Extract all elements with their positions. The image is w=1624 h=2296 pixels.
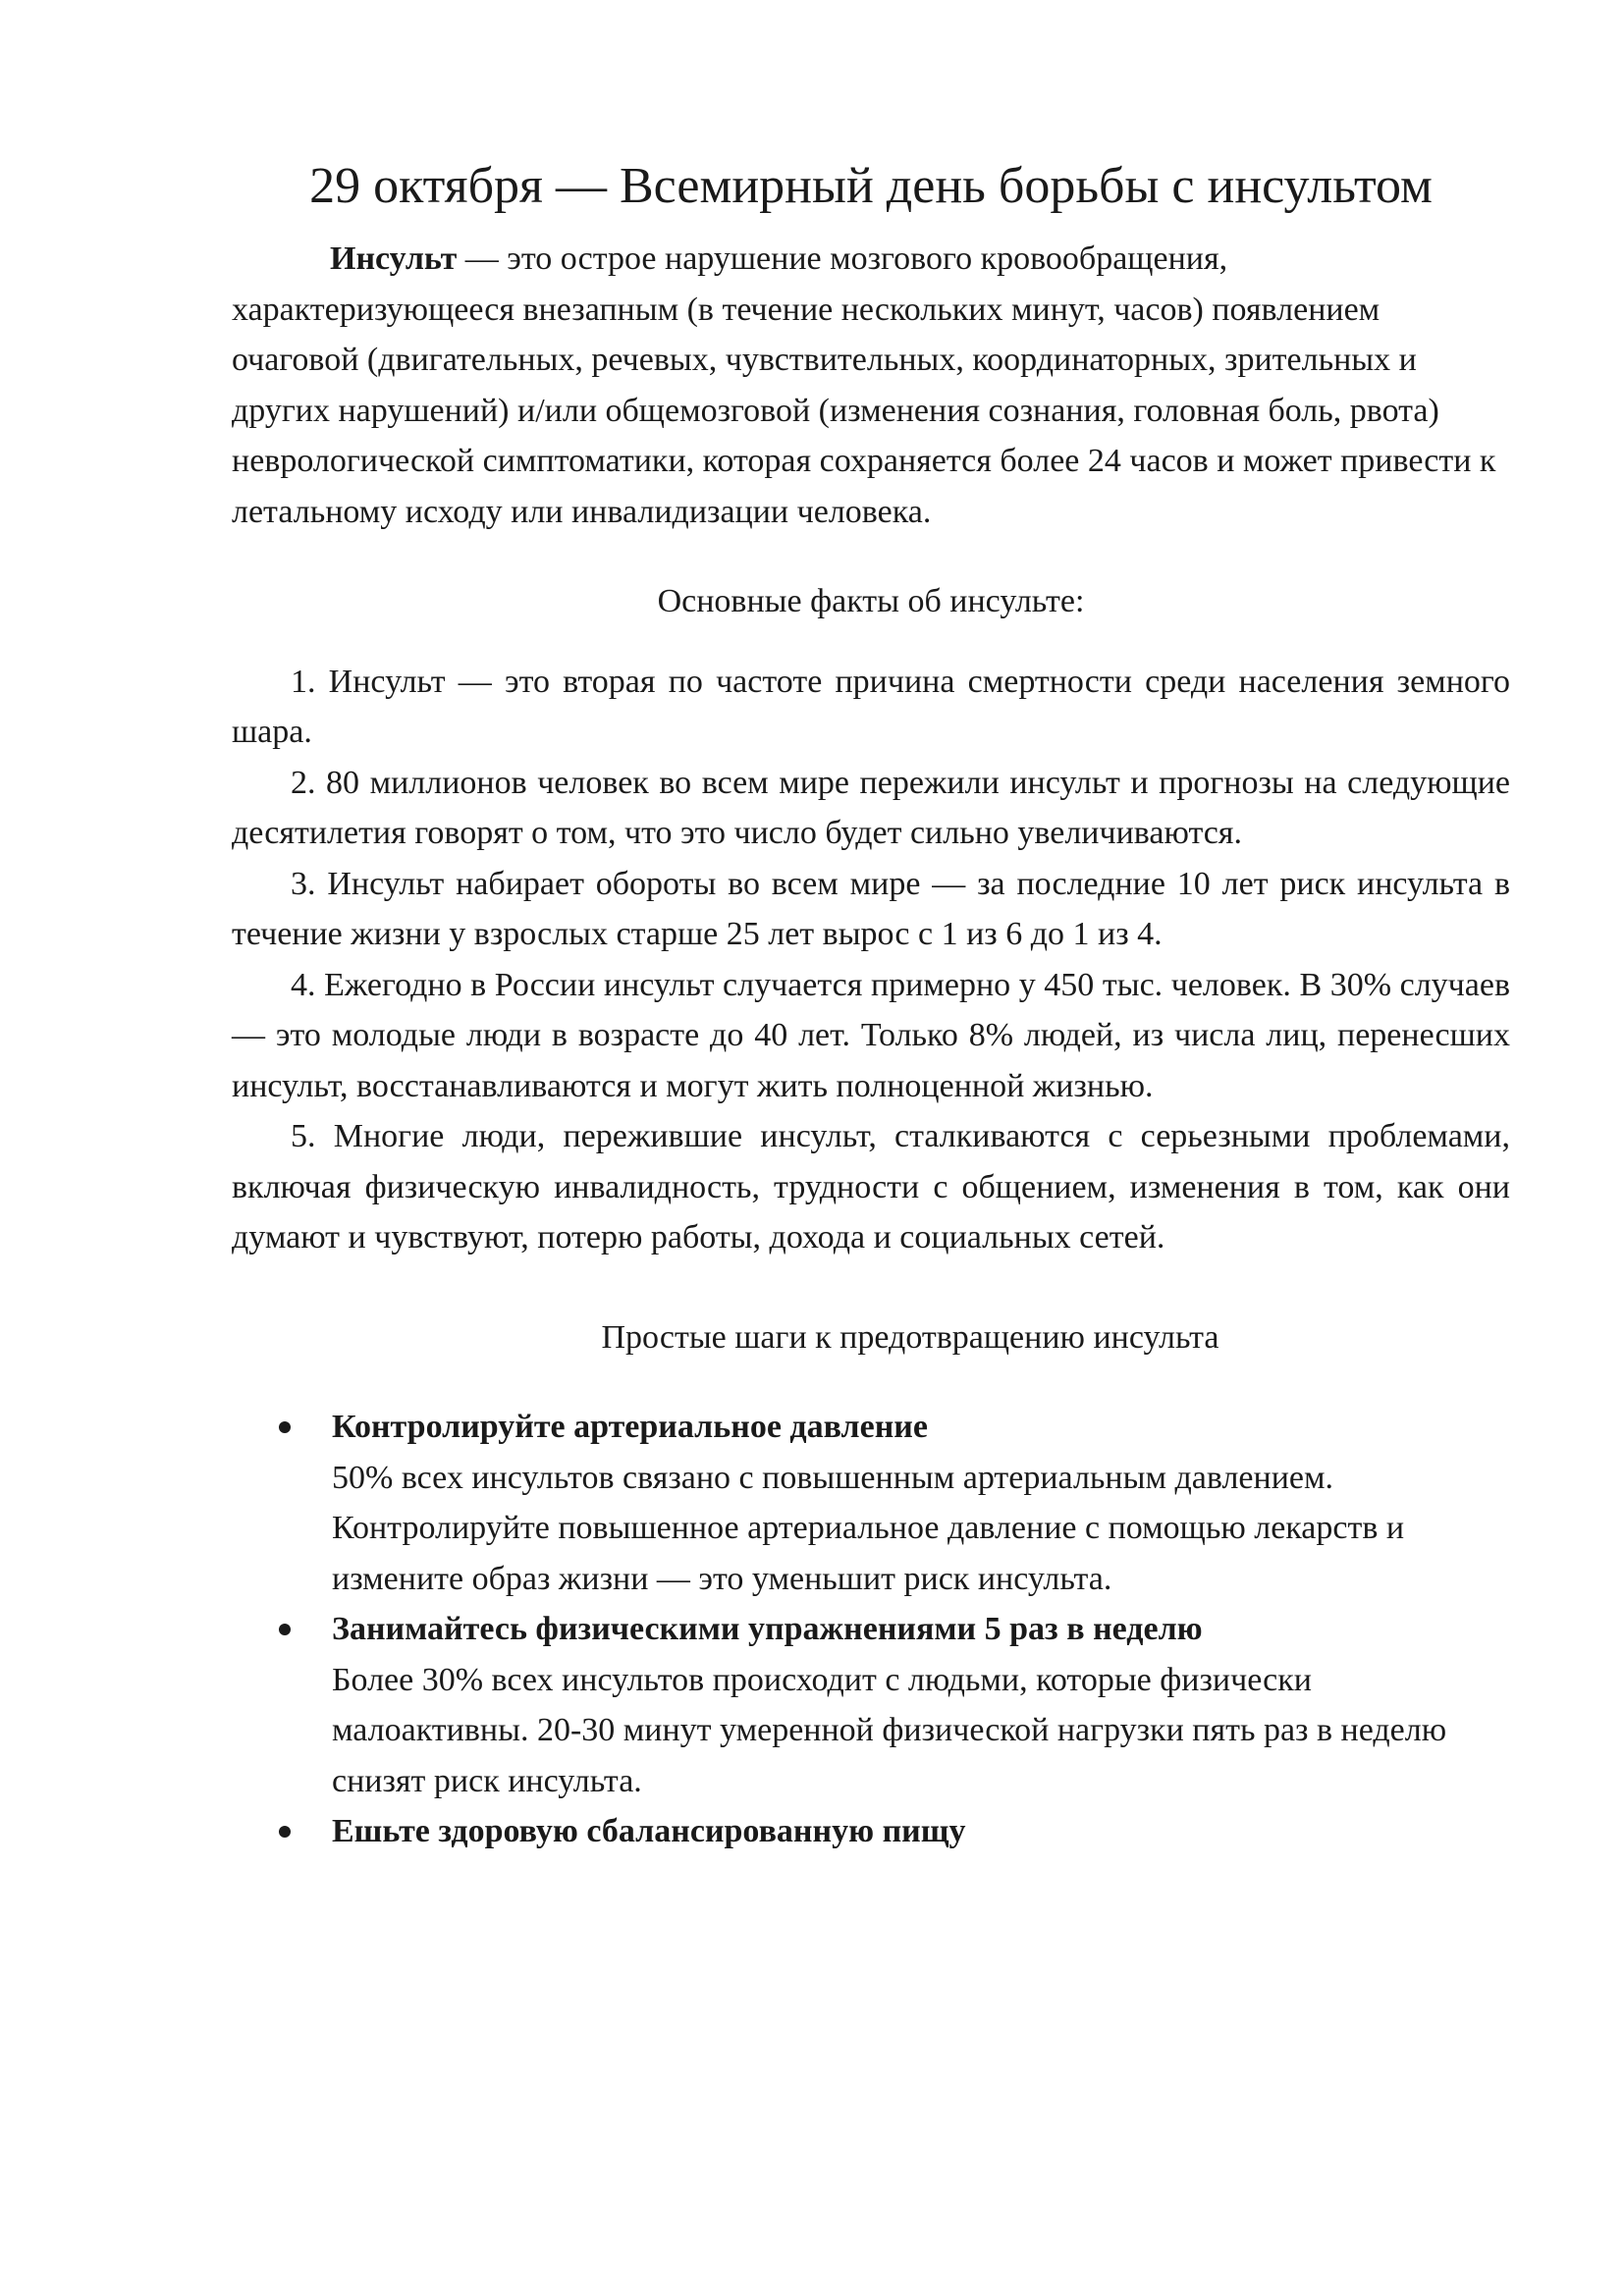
step-title: Ешьте здоровую сбалансированную пищу: [332, 1813, 966, 1849]
step-title: Занимайтесь физическими упражнениями 5 раз в неделю: [332, 1611, 1203, 1647]
page-title: 29 октября — Всемирный день борьбы с инсультом: [309, 158, 1433, 214]
step-text: 50% всех инсультов связано с повышенным артериальным давлением. Контролируйте повышенное артериальное давление с помощью лекарств и измените образ жизни — это уменьшит риск инсульта.: [332, 1459, 1405, 1597]
step-text: Более 30% всех инсультов происходит с людьми, которые физически малоактивны. 20-30 минут умеренной физической нагрузки пять раз в неделю снизят риск инсульта.: [332, 1661, 1447, 1799]
steps-list: [232, 1402, 1510, 1857]
intro-text: — это острое нарушение мозгового кровообращения, характеризующееся внезапным (в течение нескольких минут, часов) появлением очаговой (двигательных, речевых, чувствительных, координаторных, зрительных и других нарушений) и/или общемозговой (изменения сознания, головная боль, рвота) неврологической симптоматики, которая сохраняется более 24 часов и может привести к летальному исходу или инвалидизации человека.: [232, 240, 1496, 530]
step-item-3: [232, 1806, 1510, 1857]
bullet-icon: [279, 1624, 291, 1635]
fact-item-4: 4. Ежегодно в России инсульт случается примерно у 450 тыс. человек. В 30% случаев — это молодые люди в возрасте до 40 лет. Только 8% людей, из числа лиц, перенесших инсульт, восстанавливаются и могут жить полноценной жизнью.: [232, 966, 1510, 1104]
intro-term: Инсульт: [330, 240, 458, 277]
document-content: [232, 147, 1510, 1857]
bullet-icon: [279, 1421, 291, 1433]
steps-heading: Простые шаги к предотвращению инсульта: [601, 1318, 1219, 1356]
facts-heading: Основные факты об инсульте:: [657, 583, 1085, 619]
step-title: Контролируйте артериальное давление: [332, 1409, 928, 1445]
bullet-icon: [279, 1826, 291, 1838]
fact-item-1: 1. Инсульт — это вторая по частоте причина смертности среди населения земного шара.: [232, 663, 1510, 750]
step-item-1: [232, 1402, 1510, 1604]
fact-item-3: 3. Инсульт набирает обороты во всем мире — за последние 10 лет риск инсульта в течение жизни у взрослых старше 25 лет вырос с 1 из 6 до 1 из 4.: [232, 865, 1510, 952]
fact-item-2: 2. 80 миллионов человек во всем мире пережили инсульт и прогнозы на следующие десятилетия говорят о том, что это число будет сильно увеличиваются.: [232, 764, 1510, 851]
fact-item-5: 5. Многие люди, пережившие инсульт, сталкиваются с серьезными проблемами, включая физическую инвалидность, трудности с общением, изменения в том, как они думают и чувствуют, потерю работы, дохода и социальных сетей.: [232, 1118, 1510, 1255]
step-item-2: [232, 1604, 1510, 1806]
intro-paragraph: [232, 234, 1510, 537]
facts-list: [232, 657, 1510, 1263]
